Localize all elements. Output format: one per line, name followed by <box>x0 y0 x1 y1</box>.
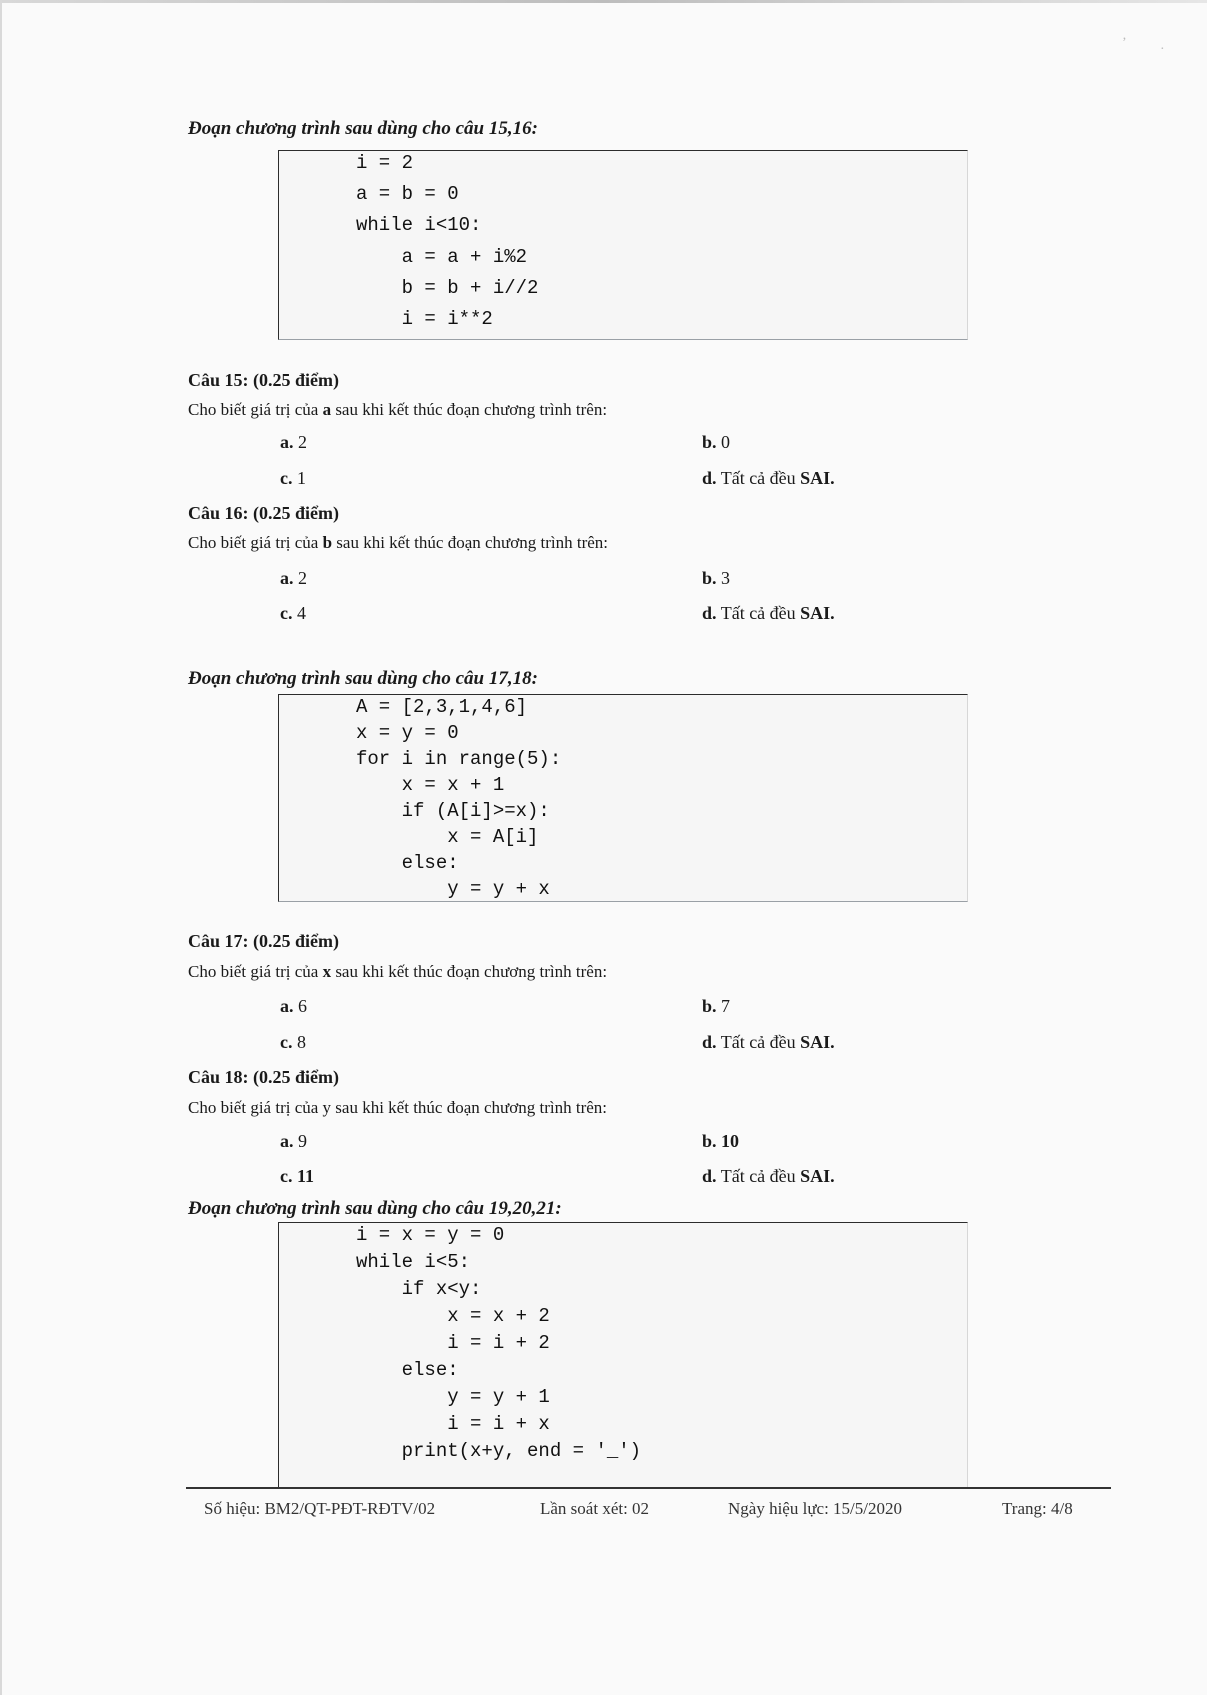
code-line: x = x + 2 <box>356 1305 550 1327</box>
prompt-variable: a <box>322 400 332 419</box>
option-d <box>702 603 835 624</box>
option-letter: a. <box>280 1131 294 1151</box>
prompt-text: Cho biết giá trị của <box>188 400 323 419</box>
option-c <box>280 1032 306 1053</box>
code-block-19-21 <box>278 1222 968 1488</box>
option-value-bold: SAI. <box>800 603 835 623</box>
option-d <box>702 1166 835 1187</box>
option-c <box>280 468 306 489</box>
option-value: 2 <box>298 432 307 452</box>
code-line: x = x + 1 <box>356 774 505 796</box>
code-line: print(x+y, end = '_') <box>356 1440 642 1462</box>
code-line: x = A[i] <box>356 826 539 848</box>
question-17-prompt <box>188 962 607 982</box>
question-15-prompt <box>188 400 607 420</box>
code-line: A = [2,3,1,4,6] <box>356 696 528 718</box>
question-18-prompt <box>188 1098 607 1118</box>
option-value: 0 <box>721 432 731 452</box>
code-line: else: <box>356 852 459 874</box>
option-letter: d. <box>702 468 717 488</box>
code-line: a = b = 0 <box>356 183 459 205</box>
prompt-text: sau khi kết thúc đoạn chương trình trên: <box>331 400 608 419</box>
option-value: 2 <box>298 568 307 588</box>
option-letter: b. <box>702 568 717 588</box>
code-line: i = 2 <box>356 152 414 174</box>
page-edge <box>0 0 1207 3</box>
question-16-prompt <box>188 533 608 553</box>
option-value-bold: SAI. <box>800 1032 835 1052</box>
prompt-text: sau khi kết thúc đoạn chương trình trên: <box>332 533 609 552</box>
option-b <box>702 996 730 1017</box>
option-value: 11 <box>297 1166 315 1186</box>
prompt-text: Cho biết giá trị của y sau khi kết thúc đoạn chương trình trên: <box>188 1098 608 1117</box>
code-line: while i<10: <box>356 214 482 236</box>
question-15-title: Câu 15: (0.25 điểm) <box>188 370 339 390</box>
option-b <box>702 568 730 589</box>
page-edge-left <box>0 0 2 1695</box>
option-value: 6 <box>298 996 307 1016</box>
question-17-title: Câu 17: (0.25 điểm) <box>188 931 339 951</box>
question-18-title: Câu 18: (0.25 điểm) <box>188 1067 339 1087</box>
footer-page-number: Trang: 4/8 <box>1002 1499 1073 1518</box>
option-letter: c. <box>280 1166 293 1186</box>
option-letter: c. <box>280 603 293 623</box>
section-title-17-18: Đoạn chương trình sau dùng cho câu 17,18: <box>188 668 538 689</box>
option-d <box>702 1032 835 1053</box>
option-letter: b. <box>702 1131 717 1151</box>
code-line: if x<y: <box>356 1278 482 1300</box>
option-value: 7 <box>721 996 731 1016</box>
option-value: 9 <box>298 1131 307 1151</box>
option-a <box>280 996 307 1017</box>
prompt-text: Cho biết giá trị của <box>188 962 323 981</box>
footer-divider <box>186 1487 1111 1489</box>
footer-doc-code: Số hiệu: BM2/QT-PĐT-RĐTV/02 <box>204 1499 436 1518</box>
option-b <box>702 1131 739 1152</box>
option-value: Tất cả đều <box>720 1032 801 1052</box>
option-value-bold: SAI. <box>800 468 835 488</box>
option-a <box>280 568 307 589</box>
code-line: i = i + x <box>356 1413 550 1435</box>
code-block-15-16 <box>278 150 968 340</box>
prompt-text: sau khi kết thúc đoạn chương trình trên: <box>331 962 608 981</box>
option-letter: a. <box>280 432 294 452</box>
code-line: while i<5: <box>356 1251 471 1273</box>
option-letter: c. <box>280 1032 293 1052</box>
option-letter: c. <box>280 468 293 488</box>
code-line: y = y + x <box>356 878 550 900</box>
option-letter: b. <box>702 432 717 452</box>
scan-speck: ‚ <box>1122 28 1127 43</box>
code-line: if (A[i]>=x): <box>356 800 550 822</box>
code-line: b = b + i//2 <box>356 277 539 299</box>
option-b <box>702 432 730 453</box>
footer-revision: Lần soát xét: 02 <box>540 1499 650 1518</box>
code-line: a = a + i%2 <box>356 246 528 268</box>
code-line: x = y = 0 <box>356 722 459 744</box>
code-line: y = y + 1 <box>356 1386 550 1408</box>
option-value: 1 <box>297 468 306 488</box>
option-value: 3 <box>721 568 731 588</box>
code-line: else: <box>356 1359 459 1381</box>
code-line: i = x = y = 0 <box>356 1224 505 1246</box>
section-title-15-16: Đoạn chương trình sau dùng cho câu 15,16: <box>188 118 538 139</box>
option-letter: d. <box>702 1166 717 1186</box>
option-a <box>280 432 307 453</box>
option-d <box>702 468 835 489</box>
prompt-variable: b <box>322 533 333 552</box>
option-value: Tất cả đều <box>720 1166 801 1186</box>
option-a <box>280 1131 307 1152</box>
option-letter: a. <box>280 996 294 1016</box>
option-value: 10 <box>721 1131 740 1151</box>
code-line: i = i + 2 <box>356 1332 550 1354</box>
prompt-variable: x <box>322 962 332 981</box>
option-letter: a. <box>280 568 294 588</box>
option-c <box>280 603 306 624</box>
section-title-19-21: Đoạn chương trình sau dùng cho câu 19,20,21: <box>188 1198 562 1219</box>
option-value: Tất cả đều <box>720 603 801 623</box>
code-block-17-18 <box>278 694 968 902</box>
option-letter: b. <box>702 996 717 1016</box>
code-line: for i in range(5): <box>356 748 562 770</box>
option-letter: d. <box>702 1032 717 1052</box>
prompt-text: Cho biết giá trị của <box>188 533 323 552</box>
question-16-title: Câu 16: (0.25 điểm) <box>188 503 339 523</box>
option-value-bold: SAI. <box>800 1166 835 1186</box>
option-value: 4 <box>297 603 306 623</box>
option-letter: d. <box>702 603 717 623</box>
option-value: 8 <box>297 1032 306 1052</box>
option-value: Tất cả đều <box>720 468 801 488</box>
scan-speck: · <box>1160 42 1165 57</box>
option-c <box>280 1166 314 1187</box>
footer-effective-date: Ngày hiệu lực: 15/5/2020 <box>728 1499 902 1518</box>
code-line: i = i**2 <box>356 308 493 330</box>
